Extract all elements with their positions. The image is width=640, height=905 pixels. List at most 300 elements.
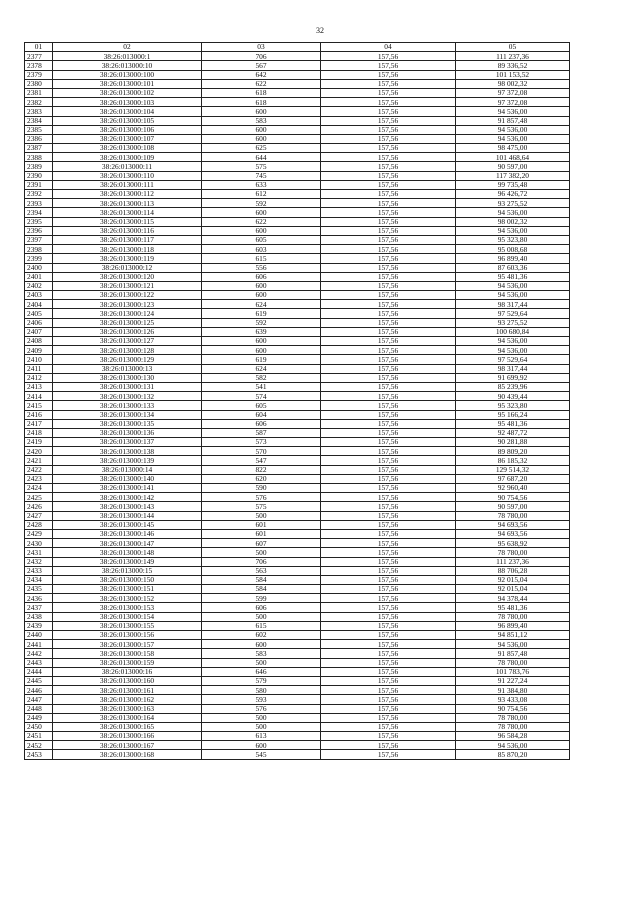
cadastral-number-cell: 38:26:013000:14 [53,465,202,474]
rate-cell: 157,56 [321,713,456,722]
area-cell: 822 [202,465,321,474]
amount-cell: 95 323,80 [456,401,570,410]
table-row [25,438,570,447]
area-cell: 633 [202,180,321,189]
area-cell: 602 [202,631,321,640]
area-cell: 745 [202,171,321,180]
rate-cell: 157,56 [321,300,456,309]
cadastral-number-cell: 38:26:013000:16 [53,667,202,676]
row-number-cell: 2424 [25,484,53,493]
cadastral-number-cell: 38:26:013000:128 [53,346,202,355]
table-row [25,502,570,511]
rate-cell: 157,56 [321,732,456,741]
cadastral-number-cell: 38:26:013000:122 [53,291,202,300]
rate-cell: 157,56 [321,107,456,116]
area-cell: 600 [202,125,321,134]
row-number-cell: 2416 [25,410,53,419]
amount-cell: 92 487,72 [456,428,570,437]
area-cell: 624 [202,300,321,309]
row-number-cell: 2408 [25,337,53,346]
area-cell: 600 [202,741,321,750]
amount-cell: 93 275,52 [456,199,570,208]
rate-cell: 157,56 [321,180,456,189]
table-row [25,79,570,88]
area-cell: 576 [202,493,321,502]
area-cell: 500 [202,722,321,731]
table-row [25,557,570,566]
column-header-04: 04 [321,43,456,52]
rate-cell: 157,56 [321,309,456,318]
table-row [25,107,570,116]
rate-cell: 157,56 [321,621,456,630]
rate-cell: 157,56 [321,557,456,566]
row-number-cell: 2439 [25,621,53,630]
amount-cell: 98 317,44 [456,364,570,373]
table-row [25,428,570,437]
area-cell: 600 [202,640,321,649]
rate-cell: 157,56 [321,484,456,493]
row-number-cell: 2412 [25,373,53,382]
table-row [25,484,570,493]
area-cell: 576 [202,704,321,713]
amount-cell: 94 536,00 [456,281,570,290]
area-cell: 574 [202,392,321,401]
rate-cell: 157,56 [321,401,456,410]
table-row [25,125,570,134]
cadastral-number-cell: 38:26:013000:160 [53,676,202,685]
amount-cell: 91 857,48 [456,649,570,658]
row-number-cell: 2448 [25,704,53,713]
table-row [25,676,570,685]
row-number-cell: 2423 [25,474,53,483]
area-cell: 606 [202,419,321,428]
row-number-cell: 2420 [25,447,53,456]
rate-cell: 157,56 [321,631,456,640]
rate-cell: 157,56 [321,456,456,465]
row-number-cell: 2418 [25,428,53,437]
amount-cell: 101 468,64 [456,153,570,162]
amount-cell: 90 597,00 [456,502,570,511]
cadastral-number-cell: 38:26:013000:152 [53,594,202,603]
rate-cell: 157,56 [321,594,456,603]
area-cell: 619 [202,355,321,364]
amount-cell: 117 382,20 [456,171,570,180]
amount-cell: 96 426,72 [456,190,570,199]
rate-cell: 157,56 [321,272,456,281]
amount-cell: 97 372,08 [456,88,570,97]
row-number-cell: 2394 [25,208,53,217]
amount-cell: 98 317,44 [456,300,570,309]
area-cell: 500 [202,511,321,520]
cadastral-number-cell: 38:26:013000:141 [53,484,202,493]
amount-cell: 96 899,40 [456,621,570,630]
cadastral-number-cell: 38:26:013000:112 [53,190,202,199]
rate-cell: 157,56 [321,208,456,217]
area-cell: 606 [202,272,321,281]
amount-cell: 78 780,00 [456,658,570,667]
rate-cell: 157,56 [321,355,456,364]
rate-cell: 157,56 [321,318,456,327]
rate-cell: 157,56 [321,125,456,134]
rate-cell: 157,56 [321,144,456,153]
area-cell: 620 [202,474,321,483]
row-number-cell: 2400 [25,263,53,272]
row-number-cell: 2417 [25,419,53,428]
area-cell: 556 [202,263,321,272]
area-cell: 646 [202,667,321,676]
rate-cell: 157,56 [321,134,456,143]
cadastral-number-cell: 38:26:013000:165 [53,722,202,731]
cadastral-number-cell: 38:26:013000:158 [53,649,202,658]
table-row [25,70,570,79]
area-cell: 584 [202,585,321,594]
row-number-cell: 2388 [25,153,53,162]
amount-cell: 91 227,24 [456,676,570,685]
row-number-cell: 2428 [25,520,53,529]
amount-cell: 92 015,04 [456,575,570,584]
amount-cell: 90 597,00 [456,162,570,171]
area-cell: 575 [202,502,321,511]
rate-cell: 157,56 [321,658,456,667]
cadastral-number-cell: 38:26:013000:124 [53,309,202,318]
cadastral-number-cell: 38:26:013000:110 [53,171,202,180]
row-number-cell: 2380 [25,79,53,88]
cadastral-number-cell: 38:26:013000:153 [53,603,202,612]
table-row [25,263,570,272]
row-number-cell: 2377 [25,52,53,61]
row-number-cell: 2406 [25,318,53,327]
amount-cell: 97 687,20 [456,474,570,483]
area-cell: 600 [202,107,321,116]
table-row [25,649,570,658]
row-number-cell: 2434 [25,575,53,584]
area-cell: 599 [202,594,321,603]
table-row [25,180,570,189]
table-row [25,98,570,107]
area-cell: 618 [202,98,321,107]
row-number-cell: 2378 [25,61,53,70]
cadastral-number-cell: 38:26:013000:139 [53,456,202,465]
amount-cell: 95 323,80 [456,235,570,244]
table-row [25,226,570,235]
table-row [25,713,570,722]
rate-cell: 157,56 [321,291,456,300]
rate-cell: 157,56 [321,511,456,520]
area-cell: 600 [202,208,321,217]
area-cell: 706 [202,557,321,566]
area-cell: 590 [202,484,321,493]
data-table [24,42,570,760]
row-number-cell: 2425 [25,493,53,502]
cadastral-number-cell: 38:26:013000:146 [53,529,202,538]
amount-cell: 99 735,48 [456,180,570,189]
table-row [25,281,570,290]
cadastral-number-cell: 38:26:013000:132 [53,392,202,401]
rate-cell: 157,56 [321,162,456,171]
row-number-cell: 2426 [25,502,53,511]
rate-cell: 157,56 [321,52,456,61]
table-row [25,686,570,695]
table-row [25,116,570,125]
amount-cell: 111 237,36 [456,557,570,566]
area-cell: 612 [202,190,321,199]
table-row [25,621,570,630]
cadastral-number-cell: 38:26:013000:105 [53,116,202,125]
cadastral-number-cell: 38:26:013000:123 [53,300,202,309]
area-cell: 587 [202,428,321,437]
cadastral-number-cell: 38:26:013000:1 [53,52,202,61]
area-cell: 600 [202,281,321,290]
cadastral-number-cell: 38:26:013000:142 [53,493,202,502]
row-number-cell: 2421 [25,456,53,465]
column-header-05: 05 [456,43,570,52]
row-number-cell: 2386 [25,134,53,143]
rate-cell: 157,56 [321,281,456,290]
row-number-cell: 2414 [25,392,53,401]
area-cell: 567 [202,61,321,70]
area-cell: 579 [202,676,321,685]
amount-cell: 89 336,52 [456,61,570,70]
area-cell: 545 [202,750,321,759]
table-row [25,456,570,465]
area-cell: 583 [202,116,321,125]
amount-cell: 94 536,00 [456,208,570,217]
rate-cell: 157,56 [321,61,456,70]
area-cell: 706 [202,52,321,61]
amount-cell: 91 699,92 [456,373,570,382]
table-row [25,511,570,520]
cadastral-number-cell: 38:26:013000:104 [53,107,202,116]
amount-cell: 95 638,92 [456,539,570,548]
cadastral-number-cell: 38:26:013000:107 [53,134,202,143]
area-cell: 644 [202,153,321,162]
rate-cell: 157,56 [321,676,456,685]
row-number-cell: 2430 [25,539,53,548]
cadastral-number-cell: 38:26:013000:135 [53,419,202,428]
table-row [25,594,570,603]
rate-cell: 157,56 [321,474,456,483]
row-number-cell: 2392 [25,190,53,199]
table-row [25,134,570,143]
cadastral-number-cell: 38:26:013000:138 [53,447,202,456]
cadastral-number-cell: 38:26:013000:156 [53,631,202,640]
table-row [25,208,570,217]
rate-cell: 157,56 [321,575,456,584]
rate-cell: 157,56 [321,392,456,401]
table-row [25,382,570,391]
cadastral-number-cell: 38:26:013000:161 [53,686,202,695]
cadastral-number-cell: 38:26:013000:108 [53,144,202,153]
table-row [25,603,570,612]
rate-cell: 157,56 [321,704,456,713]
rate-cell: 157,56 [321,548,456,557]
rate-cell: 157,56 [321,254,456,263]
amount-cell: 97 529,64 [456,309,570,318]
table-row [25,355,570,364]
amount-cell: 94 536,00 [456,226,570,235]
amount-cell: 129 514,32 [456,465,570,474]
table-row [25,144,570,153]
cadastral-number-cell: 38:26:013000:149 [53,557,202,566]
cadastral-number-cell: 38:26:013000:162 [53,695,202,704]
cadastral-number-cell: 38:26:013000:101 [53,79,202,88]
cadastral-number-cell: 38:26:013000:13 [53,364,202,373]
table-row [25,704,570,713]
area-cell: 622 [202,217,321,226]
rate-cell: 157,56 [321,529,456,538]
cadastral-number-cell: 38:26:013000:121 [53,281,202,290]
table-row [25,199,570,208]
table-row [25,337,570,346]
row-number-cell: 2410 [25,355,53,364]
cadastral-number-cell: 38:26:013000:118 [53,245,202,254]
table-row [25,612,570,621]
cadastral-number-cell: 38:26:013000:117 [53,235,202,244]
row-number-cell: 2390 [25,171,53,180]
row-number-cell: 2382 [25,98,53,107]
amount-cell: 94 536,00 [456,741,570,750]
cadastral-number-cell: 38:26:013000:157 [53,640,202,649]
row-number-cell: 2401 [25,272,53,281]
cadastral-number-cell: 38:26:013000:111 [53,180,202,189]
amount-cell: 95 481,36 [456,272,570,281]
rate-cell: 157,56 [321,640,456,649]
cadastral-number-cell: 38:26:013000:148 [53,548,202,557]
row-number-cell: 2404 [25,300,53,309]
row-number-cell: 2450 [25,722,53,731]
rate-cell: 157,56 [321,741,456,750]
amount-cell: 100 680,84 [456,327,570,336]
area-cell: 604 [202,410,321,419]
row-number-cell: 2379 [25,70,53,79]
cadastral-number-cell: 38:26:013000:100 [53,70,202,79]
amount-cell: 78 780,00 [456,612,570,621]
amount-cell: 97 372,08 [456,98,570,107]
cadastral-number-cell: 38:26:013000:10 [53,61,202,70]
row-number-cell: 2453 [25,750,53,759]
area-cell: 642 [202,70,321,79]
rate-cell: 157,56 [321,199,456,208]
row-number-cell: 2427 [25,511,53,520]
area-cell: 570 [202,447,321,456]
table-row [25,750,570,759]
amount-cell: 78 780,00 [456,722,570,731]
amount-cell: 94 693,56 [456,529,570,538]
table-row [25,327,570,336]
page-number: 32 [316,26,324,35]
row-number-cell: 2441 [25,640,53,649]
table-row [25,254,570,263]
rate-cell: 157,56 [321,327,456,336]
amount-cell: 91 384,80 [456,686,570,695]
amount-cell: 94 536,00 [456,134,570,143]
rate-cell: 157,56 [321,502,456,511]
cadastral-number-cell: 38:26:013000:15 [53,566,202,575]
cadastral-number-cell: 38:26:013000:166 [53,732,202,741]
cadastral-number-cell: 38:26:013000:130 [53,373,202,382]
table-row [25,447,570,456]
rate-cell: 157,56 [321,226,456,235]
amount-cell: 78 780,00 [456,511,570,520]
table-row [25,217,570,226]
amount-cell: 101 783,76 [456,667,570,676]
amount-cell: 97 529,64 [456,355,570,364]
table-row [25,346,570,355]
area-cell: 603 [202,245,321,254]
cadastral-number-cell: 38:26:013000:103 [53,98,202,107]
amount-cell: 95 166,24 [456,410,570,419]
table-row [25,300,570,309]
amount-cell: 94 693,56 [456,520,570,529]
amount-cell: 94 851,12 [456,631,570,640]
amount-cell: 94 536,00 [456,107,570,116]
area-cell: 500 [202,548,321,557]
cadastral-number-cell: 38:26:013000:126 [53,327,202,336]
row-number-cell: 2415 [25,401,53,410]
area-cell: 582 [202,373,321,382]
row-number-cell: 2445 [25,676,53,685]
row-number-cell: 2391 [25,180,53,189]
cadastral-number-cell: 38:26:013000:167 [53,741,202,750]
area-cell: 575 [202,162,321,171]
rate-cell: 157,56 [321,667,456,676]
amount-cell: 90 754,56 [456,704,570,713]
rate-cell: 157,56 [321,750,456,759]
amount-cell: 78 780,00 [456,713,570,722]
table-row [25,235,570,244]
table-row [25,722,570,731]
area-cell: 600 [202,346,321,355]
table-row [25,741,570,750]
rate-cell: 157,56 [321,585,456,594]
rate-cell: 157,56 [321,520,456,529]
rate-cell: 157,56 [321,410,456,419]
rate-cell: 157,56 [321,88,456,97]
rate-cell: 157,56 [321,235,456,244]
rate-cell: 157,56 [321,695,456,704]
amount-cell: 93 275,52 [456,318,570,327]
row-number-cell: 2444 [25,667,53,676]
row-number-cell: 2393 [25,199,53,208]
row-number-cell: 2409 [25,346,53,355]
amount-cell: 92 015,04 [456,585,570,594]
amount-cell: 95 481,36 [456,603,570,612]
rate-cell: 157,56 [321,438,456,447]
cadastral-number-cell: 38:26:013000:147 [53,539,202,548]
table-row [25,465,570,474]
amount-cell: 93 433,08 [456,695,570,704]
cadastral-number-cell: 38:26:013000:119 [53,254,202,263]
area-cell: 613 [202,732,321,741]
rate-cell: 157,56 [321,190,456,199]
cadastral-number-cell: 38:26:013000:159 [53,658,202,667]
row-number-cell: 2446 [25,686,53,695]
table-row [25,162,570,171]
cadastral-number-cell: 38:26:013000:155 [53,621,202,630]
cadastral-number-cell: 38:26:013000:140 [53,474,202,483]
table-row [25,190,570,199]
table-row [25,732,570,741]
cadastral-number-cell: 38:26:013000:106 [53,125,202,134]
row-number-cell: 2440 [25,631,53,640]
area-cell: 619 [202,309,321,318]
rate-cell: 157,56 [321,649,456,658]
amount-cell: 89 809,20 [456,447,570,456]
row-number-cell: 2381 [25,88,53,97]
cadastral-number-cell: 38:26:013000:164 [53,713,202,722]
rate-cell: 157,56 [321,153,456,162]
header-row [25,43,570,52]
